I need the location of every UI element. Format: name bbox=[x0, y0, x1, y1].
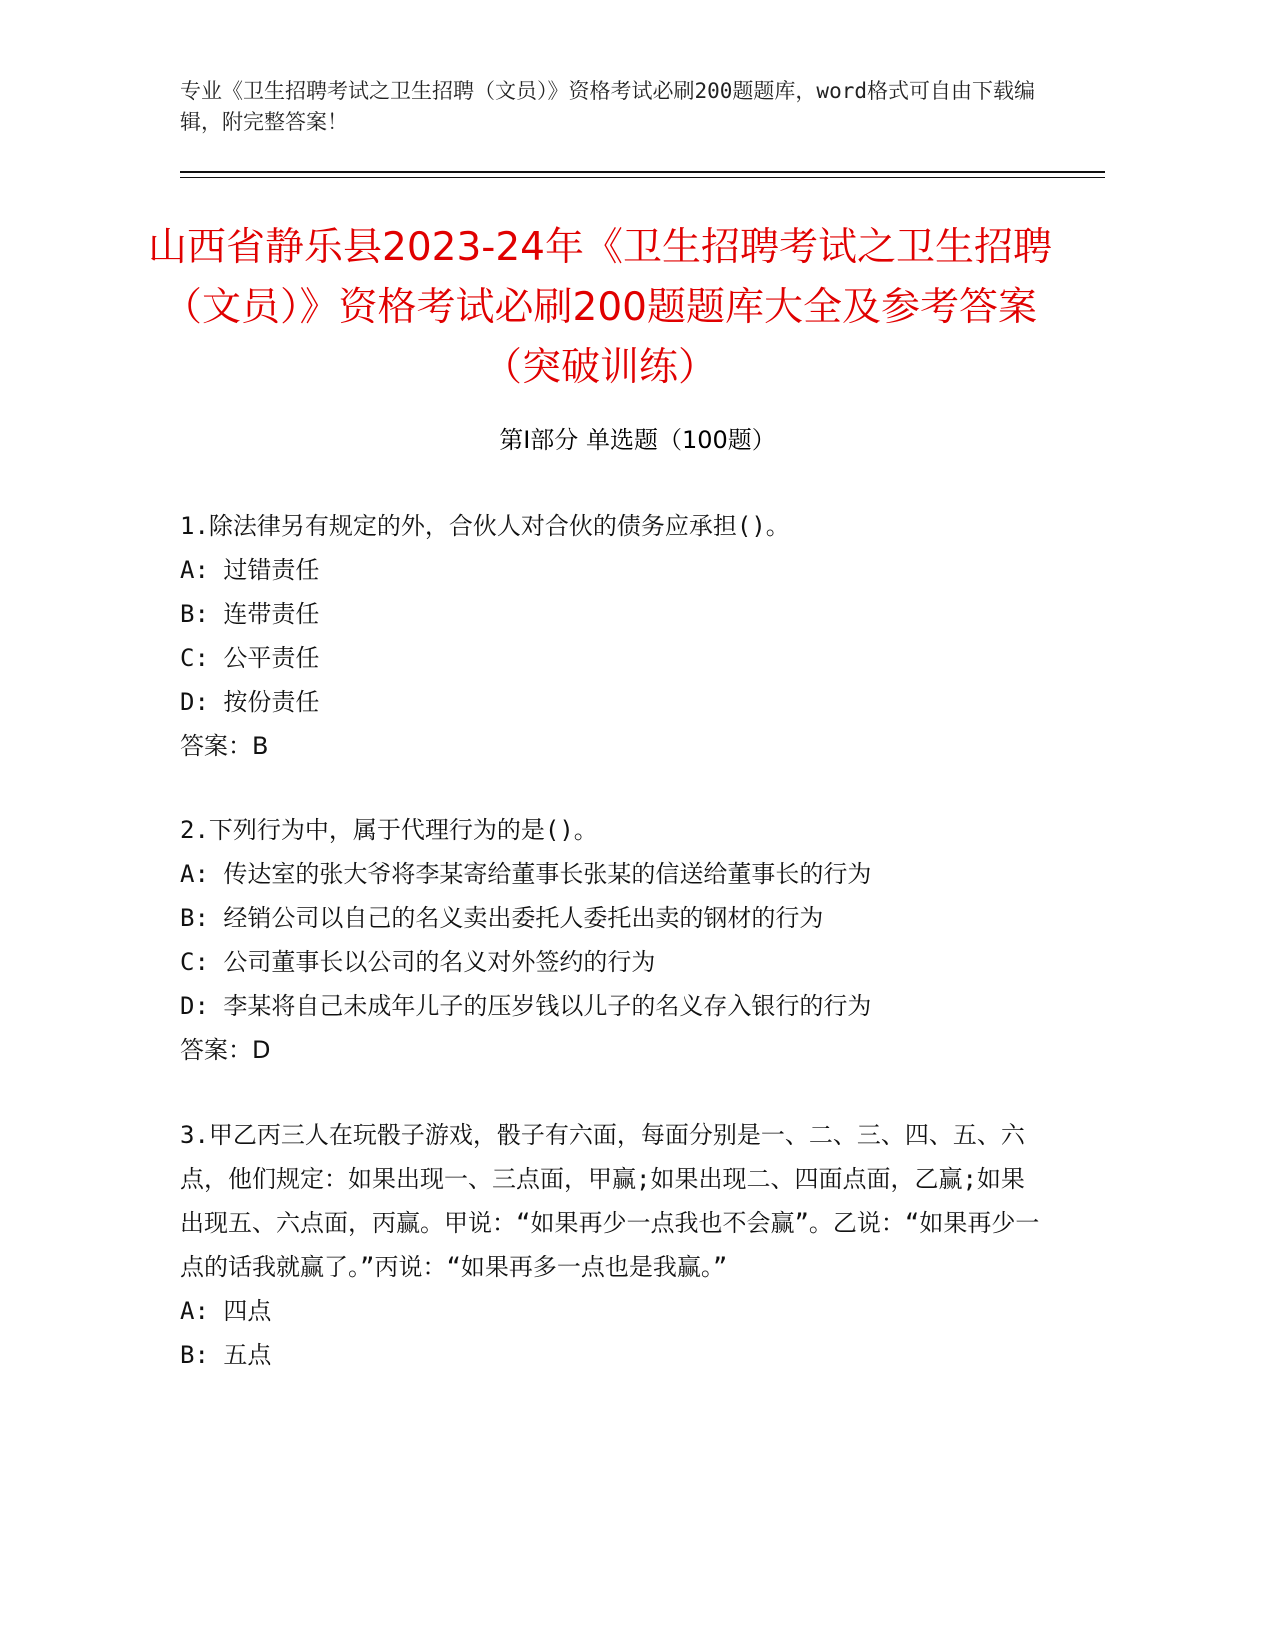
option-a: A: 过错责任 bbox=[180, 556, 320, 584]
option-c: C: 公司董事长以公司的名义对外签约的行为 bbox=[180, 948, 656, 976]
question-2 bbox=[180, 808, 1040, 1072]
option-a: A: 传达室的张大爷将李某寄给董事长张某的信送给董事长的行为 bbox=[180, 860, 872, 888]
answer: 答案：B bbox=[180, 732, 269, 760]
answer: 答案：D bbox=[180, 1036, 271, 1064]
question-stem: 2.下列行为中，属于代理行为的是()。 bbox=[180, 816, 598, 844]
option-c: C: 公平责任 bbox=[180, 644, 320, 672]
question-3 bbox=[180, 1113, 1040, 1377]
option-d: D: 按份责任 bbox=[180, 688, 320, 716]
document-title: 山西省静乐县2023-24年《卫生招聘考试之卫生招聘（文员）》资格考试必刷200题题库大全及参考答案（突破训练） bbox=[148, 225, 1052, 390]
question-1 bbox=[180, 504, 1040, 768]
question-stem: 3.甲乙丙三人在玩骰子游戏，骰子有六面，每面分别是一、二、三、四、五、六点，他们规定：如果出现一、三点面，甲赢;如果出现二、四面点面，乙赢;如果出现五、六点面，丙赢。甲说：“如果再少一点我也不会赢”。乙说：“如果再少一点的话我就赢了。”丙说：“如果再多一点也是我赢。” bbox=[180, 1121, 1040, 1281]
header-rule-thick bbox=[180, 171, 1105, 173]
header-rule-thin bbox=[180, 177, 1105, 178]
header-note: 专业《卫生招聘考试之卫生招聘（文员）》资格考试必刷200题题库，word格式可自由下载编辑，附完整答案！ bbox=[180, 79, 1035, 134]
question-stem: 1.除法律另有规定的外，合伙人对合伙的债务应承担()。 bbox=[180, 512, 790, 540]
option-a: A: 四点 bbox=[180, 1297, 272, 1325]
option-b: B: 经销公司以自己的名义卖出委托人委托出卖的钢材的行为 bbox=[180, 904, 824, 932]
option-b: B: 连带责任 bbox=[180, 600, 320, 628]
section-heading: 第Ⅰ部分 单选题（100题） bbox=[499, 426, 776, 454]
option-b: B: 五点 bbox=[180, 1341, 272, 1369]
option-d: D: 李某将自己未成年儿子的压岁钱以儿子的名义存入银行的行为 bbox=[180, 992, 872, 1020]
